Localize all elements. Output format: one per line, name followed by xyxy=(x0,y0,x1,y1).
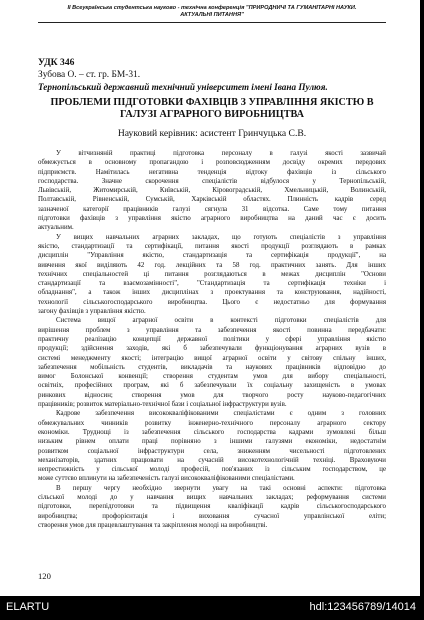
body-line: Кадрове забезпечення висококваліфікованими спеціалістами є одним з головних xyxy=(56,410,386,418)
body-line: Львівській, Житомирській, Київській, Кіровоградській, Хмельницькій, Волинській, xyxy=(38,187,386,195)
scientific-advisor: Науковий керівник: асистент Гринчуцька С.В. xyxy=(117,128,307,139)
body-line: У вищих навчальних аграрних закладах, що готують спеціалістів з управління xyxy=(56,233,386,241)
body-line: сільської молоді до у навчання вищих навчальних закладах; реформування системи xyxy=(38,493,386,501)
article-title xyxy=(38,97,386,121)
body-line: загону фахівців з управління якістю. xyxy=(38,308,146,316)
body-line: забезпечення мобільність студентів, викладачів та наукових працівників відповідно до xyxy=(38,363,386,371)
handle-identifier: hdl:123456789/14014 xyxy=(309,601,416,613)
body-line: підготовки фахівців з управління якістю аграрного виробництва на даний час є досить xyxy=(38,215,386,223)
header-rule xyxy=(38,22,386,23)
body-line: Система вищої аграрної освіти в контексті підготовки спеціалістів для xyxy=(56,317,386,325)
body-line: економіки. Труднощі із забезпечення сільського господарства кадрами зумовлені більш xyxy=(38,428,386,436)
title-line-2: ГАЛУЗІ АГРАРНОГО ВИРОБНИЦТВА xyxy=(119,109,305,120)
body-line: обладнання", а також інших дисциплінах з проектування та конструювання, надійності, xyxy=(38,289,386,297)
body-line: підприємств. Намітилась негативна тенденція відтоку фахівців із сільського xyxy=(38,168,386,176)
body-line: технології сільськогосподарського виробництва. Цього є недостатньо для формування xyxy=(38,298,386,306)
body-text xyxy=(38,149,386,530)
body-line: низьким рівнем оплати праці порівняно з іншими галузями економіки, недостатнім xyxy=(38,438,386,446)
body-line: працівників; розвиток матеріально-технічної бази і соціальної інфраструктури вузів. xyxy=(38,401,287,409)
body-line: обмежується в основному пропагандою і розповсюдженням досвіду окремих передових xyxy=(38,159,386,167)
body-line: створення умов для працевлаштування та закріплення молоді на виробництві. xyxy=(38,521,268,529)
body-line: якістю, стандартизації та сертифікації, питання якості продукції розглядають в рамках xyxy=(38,242,386,250)
affiliation: Тернопільський державний технічний університет імені Івана Пулюя. xyxy=(38,82,328,92)
body-line: механізаторів, здатних працювати на сучасній високотехнологічній техніці. Враховуючи xyxy=(38,456,386,464)
body-line: дисциплін "Управління якістю, стандартизація та сертифікація продукції", на xyxy=(38,252,386,260)
body-line: вимог Болонської конвенції; створення студентам умов для вибору спеціальності, xyxy=(38,373,386,381)
body-line: В першу чергу необхідно звернути увагу на такі основні аспекти: підготовка xyxy=(56,484,386,492)
title-line-1: ПРОБЛЕМИ ПІДГОТОВКИ ФАХІВЦІВ З УПРАВЛІННЯ ЯКІСТЮ В xyxy=(50,97,374,108)
body-line: зазначеної категорії працівників галузі сягнула 31 відсотка. Саме тому питання xyxy=(38,205,386,213)
running-header-line-2: АКТУАЛЬНІ ПИТАННЯ" xyxy=(180,11,244,18)
running-header xyxy=(38,5,386,18)
body-line: підготовки, перепідготовки та підвищення кваліфікації кадрів сільськогосподарського xyxy=(38,503,386,511)
body-line: виробництва; профорієнтація і виховання сучасної управлінської еліти; xyxy=(38,512,386,520)
body-line: актуальним. xyxy=(38,224,74,232)
body-line: системі менеджменту якості; інтеграцію вищої аграрної освіти у світову спільну інших, xyxy=(38,354,386,362)
body-line: може суттєво вплинути на забезпеченість галузі висококваліфікованими спеціалістами. xyxy=(38,475,295,483)
body-line: У вітчизняній практиці підготовка персоналу в галузі якості зазвичай xyxy=(56,150,386,157)
page-number: 120 xyxy=(38,571,51,581)
body-line: розвитком соціальної інфраструктури села, зниженням чисельності підготовлених xyxy=(38,447,386,455)
body-line: ринкових відносин; створення умов для творчого росту науково-педагогічних xyxy=(38,391,386,399)
body-line: стандартизації та взаємозамінності", "Стандартизація та сертифікація техніки і xyxy=(38,280,386,288)
body-line: непрестижність у сільської молоді професій, пов'язаних із сільським господарством, це xyxy=(38,466,386,474)
body-line: вирішення проблем з управління та забезпечення якості повинна передбачати: xyxy=(38,326,386,334)
body-line: Полтавській, Рівненській, Сумській, Харківській областях. Плинність кадрів серед xyxy=(38,196,386,204)
repository-label: ELARTU xyxy=(6,601,50,613)
body-line: технічних спеціальностей ці питання розглядаються в межах дисциплін "Основи xyxy=(38,270,386,278)
body-line: вивчення якої виділяють 42 год. лекційних та 58 год. практичних занять. Для інших xyxy=(38,261,386,269)
body-line: обмежувальних чинників розвитку інженерно-технічного персоналу аграрного сектору xyxy=(38,419,386,427)
author-line: Зубова О. – ст. гр. БМ-31. xyxy=(38,70,141,80)
body-line: господарства. Значне скорочення спеціалістів відбулося у Тернопільській, xyxy=(38,177,386,185)
body-line: практичну реалізацію концепції державної політики у сфері управління якістю xyxy=(38,335,386,343)
body-line: освітніх, професійних програм, які б забезпечували їх соціальну захищеність в умовах xyxy=(38,382,386,390)
udk-code: УДК 346 xyxy=(38,57,75,68)
running-header-line-1: ІІ Всеукраїнська студентська науково - технічна конференція "ПРИРОДНИЧІ ТА ГУМАНІТАРНІ НАУКИ. xyxy=(67,5,357,11)
body-line: продукції; здійснення заходів, які б забезпечували функціонування аграрних вузів в xyxy=(38,345,386,353)
